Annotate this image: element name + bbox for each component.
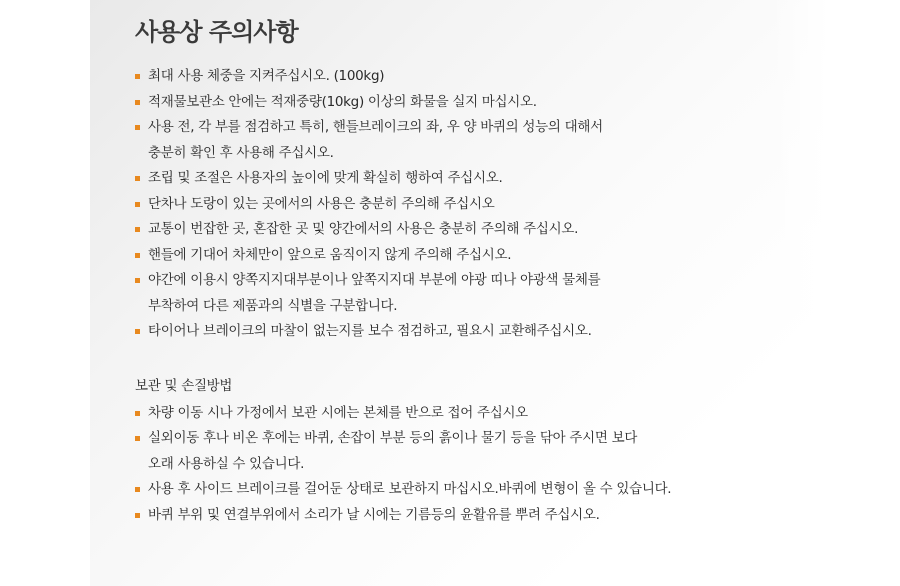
list-item: [135, 477, 835, 503]
list-item: [135, 243, 835, 269]
bullet-icon: [135, 278, 140, 283]
bullet-icon: [135, 227, 140, 232]
content: [135, 14, 835, 528]
bullet-icon: [135, 487, 140, 492]
list-item-text: 사용 후 사이드 브레이크를 걸어둔 상태로 보관하지 마십시오.바퀴에 변형이 올 수 있습니다.: [148, 481, 672, 497]
bullet-icon: [135, 125, 140, 130]
bullet-icon: [135, 176, 140, 181]
list-item-text: 적재물보관소 안에는 적재중량(10kg) 이상의 화물을 실지 마십시오.: [148, 93, 537, 110]
list-item-text: 타이어나 브레이크의 마찰이 없는지를 보수 점검하고, 필요시 교환해주십시오.: [148, 323, 592, 339]
list-item-text: 바퀴 부위 및 연결부위에서 소리가 날 시에는 기름등의 윤활유를 뿌려 주십시오.: [148, 506, 600, 523]
bullet-icon: [135, 436, 140, 441]
bullet-icon: [135, 100, 140, 105]
list-item-text: 사용 전, 각 부를 점검하고 특히, 핸들브레이크의 좌, 우 양 바퀴의 성능의 대해서 충분히 확인 후 사용해 주십시오.: [148, 119, 603, 161]
list-item: [135, 503, 835, 529]
storage-section-title: 보관 및 손질방법: [135, 377, 233, 394]
list-item: [135, 115, 835, 166]
list-item: [135, 426, 835, 477]
bullet-icon: [135, 74, 140, 79]
list-item: [135, 64, 835, 90]
list-item-text: 차량 이동 시나 가정에서 보관 시에는 본체를 반으로 접어 주십시오: [148, 404, 528, 421]
list-item: [135, 319, 835, 345]
bullet-icon: [135, 513, 140, 518]
list-item-text: 교통이 번잡한 곳, 혼잡한 곳 및 양간에서의 사용은 충분히 주의해 주십시오.: [148, 221, 579, 237]
bullet-icon: [135, 411, 140, 416]
list-item-text: 최대 사용 체중을 지켜주십시오. (100kg): [148, 68, 385, 84]
bullet-icon: [135, 253, 140, 258]
caution-list: [135, 64, 835, 345]
list-item: [135, 90, 835, 116]
bullet-icon: [135, 202, 140, 207]
list-item-text: 야간에 이용시 양쪽지지대부분이나 앞쪽지지대 부분에 야광 띠나 야광색 물체를 부착하여 다른 제품과의 식별을 구분합니다.: [148, 272, 601, 314]
list-item: [135, 217, 835, 243]
bullet-icon: [135, 329, 140, 334]
list-item-text: 핸들에 기대어 차체만이 앞으로 움직이지 않게 주의해 주십시오.: [148, 246, 512, 263]
list-item-text: 단차나 도랑이 있는 곳에서의 사용은 충분히 주의해 주십시오: [148, 195, 495, 212]
list-item-text: 조립 및 조절은 사용자의 높이에 맞게 확실히 행하여 주십시오.: [148, 170, 503, 186]
storage-list: [135, 401, 835, 529]
list-item-text: 실외이동 후나 비온 후에는 바퀴, 손잡이 부분 등의 흙이나 물기 등을 닦아 주시면 보다 오래 사용하실 수 있습니다.: [148, 430, 638, 472]
list-item: [135, 268, 835, 319]
list-item: [135, 192, 835, 218]
list-item: [135, 401, 835, 427]
page-title: 사용상 주의사항: [135, 18, 298, 46]
list-item: [135, 166, 835, 192]
